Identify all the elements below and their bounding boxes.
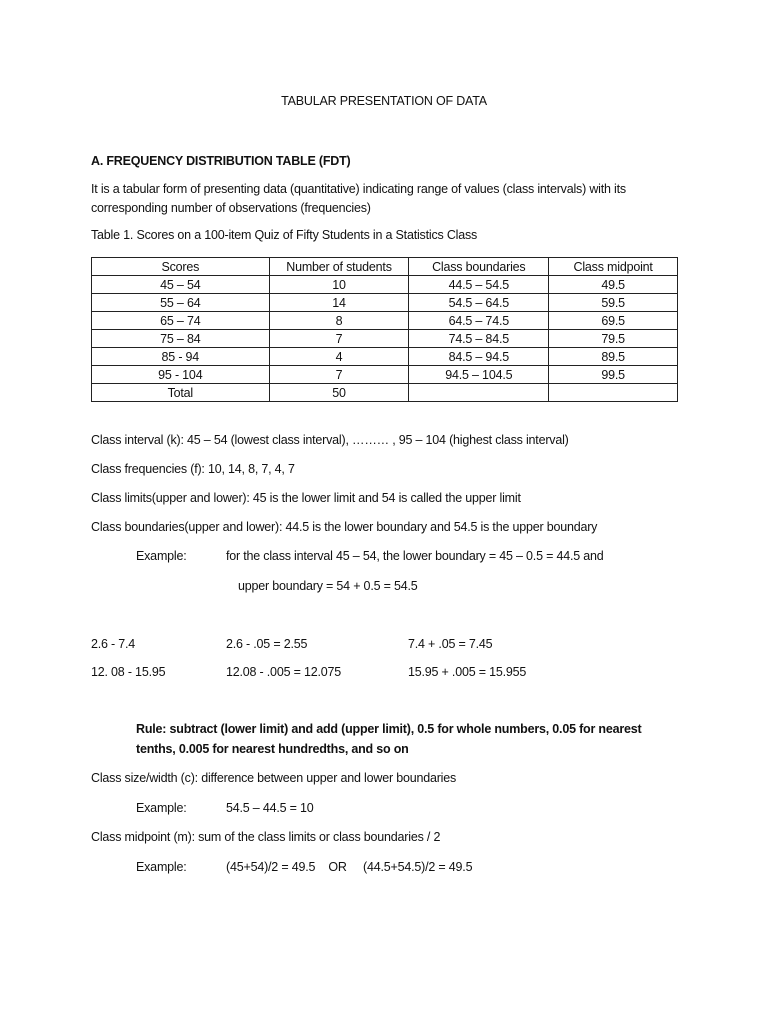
rule-text: Rule: subtract (lower limit) and add (upper limit), 0.5 for whole numbers, 0.05 for nearest [136, 722, 642, 736]
table-header-row [92, 258, 678, 276]
table-cell: 44.5 – 54.5 [409, 276, 549, 294]
intro-paragraph: It is a tabular form of presenting data (quantitative) indicating range of values (class intervals) with its corresponding number of observations (frequencies) [91, 182, 626, 215]
table-cell: 69.5 [549, 312, 678, 330]
table-cell: 55 – 64 [92, 294, 270, 312]
table-cell: 74.5 – 84.5 [409, 330, 549, 348]
table-cell: 79.5 [549, 330, 678, 348]
table-row [92, 348, 678, 366]
example-text: 54.5 – 44.5 = 10 [226, 801, 314, 815]
table-cell [549, 384, 678, 402]
example-label: Example: [136, 549, 187, 563]
table-cell: 65 – 74 [92, 312, 270, 330]
table-cell: 64.5 – 74.5 [409, 312, 549, 330]
table-row [92, 294, 678, 312]
example-range: 12. 08 - 15.95 [91, 665, 166, 679]
section-heading: A. FREQUENCY DISTRIBUTION TABLE (FDT) [91, 154, 351, 168]
table-cell: 4 [269, 348, 409, 366]
example-text: (45+54)/2 = 49.5 OR (44.5+54.5)/2 = 49.5 [226, 860, 473, 874]
page-title: TABULAR PRESENTATION OF DATA [281, 94, 487, 108]
header-scores: Scores [92, 258, 270, 276]
class-midpoint-definition: Class midpoint (m): sum of the class limits or class boundaries / 2 [91, 830, 441, 844]
example-lower-calc: 12.08 - .005 = 12.075 [226, 665, 341, 679]
example-upper-calc: 7.4 + .05 = 7.45 [408, 637, 493, 651]
table-cell: 49.5 [549, 276, 678, 294]
table-cell: 45 – 54 [92, 276, 270, 294]
class-boundaries-definition: Class boundaries(upper and lower): 44.5 is the lower boundary and 54.5 is the upper boundary [91, 520, 598, 534]
example-text: for the class interval 45 – 54, the lower boundary = 45 – 0.5 = 44.5 and [226, 549, 604, 563]
example-text: upper boundary = 54 + 0.5 = 54.5 [238, 579, 418, 593]
header-class-boundaries: Class boundaries [409, 258, 549, 276]
table-cell: 54.5 – 64.5 [409, 294, 549, 312]
class-interval-definition: Class interval (k): 45 – 54 (lowest class interval), ……… , 95 – 104 (highest class interval) [91, 433, 569, 447]
class-frequencies-definition: Class frequencies (f): 10, 14, 8, 7, 4, 7 [91, 462, 295, 476]
example-label: Example: [136, 801, 187, 815]
frequency-distribution-table [91, 257, 678, 402]
table-cell: 89.5 [549, 348, 678, 366]
example-range: 2.6 - 7.4 [91, 637, 136, 651]
table-row [92, 330, 678, 348]
table-cell [409, 384, 549, 402]
header-class-midpoint: Class midpoint [549, 258, 678, 276]
table-cell: 7 [269, 366, 409, 384]
table-cell: 7 [269, 330, 409, 348]
table-cell: 50 [269, 384, 409, 402]
class-limits-definition: Class limits(upper and lower): 45 is the lower limit and 54 is called the upper limit [91, 491, 521, 505]
example-label: Example: [136, 860, 187, 874]
table-cell: 94.5 – 104.5 [409, 366, 549, 384]
table-caption: Table 1. Scores on a 100-item Quiz of Fifty Students in a Statistics Class [91, 228, 478, 242]
table-cell: 99.5 [549, 366, 678, 384]
table-cell: Total [92, 384, 270, 402]
rule-text: tenths, 0.005 for nearest hundredths, and so on [136, 742, 409, 756]
table-row [92, 312, 678, 330]
table-cell: 95 - 104 [92, 366, 270, 384]
table-cell: 75 – 84 [92, 330, 270, 348]
table-total-row [92, 384, 678, 402]
table-cell: 14 [269, 294, 409, 312]
class-size-definition: Class size/width (c): difference between upper and lower boundaries [91, 771, 457, 785]
table-cell: 59.5 [549, 294, 678, 312]
example-upper-calc: 15.95 + .005 = 15.955 [408, 665, 527, 679]
table-cell: 84.5 – 94.5 [409, 348, 549, 366]
table-cell: 85 - 94 [92, 348, 270, 366]
table-row [92, 276, 678, 294]
table-cell: 8 [269, 312, 409, 330]
table-cell: 10 [269, 276, 409, 294]
header-number-of-students: Number of students [269, 258, 409, 276]
table-row [92, 366, 678, 384]
example-lower-calc: 2.6 - .05 = 2.55 [226, 637, 308, 651]
